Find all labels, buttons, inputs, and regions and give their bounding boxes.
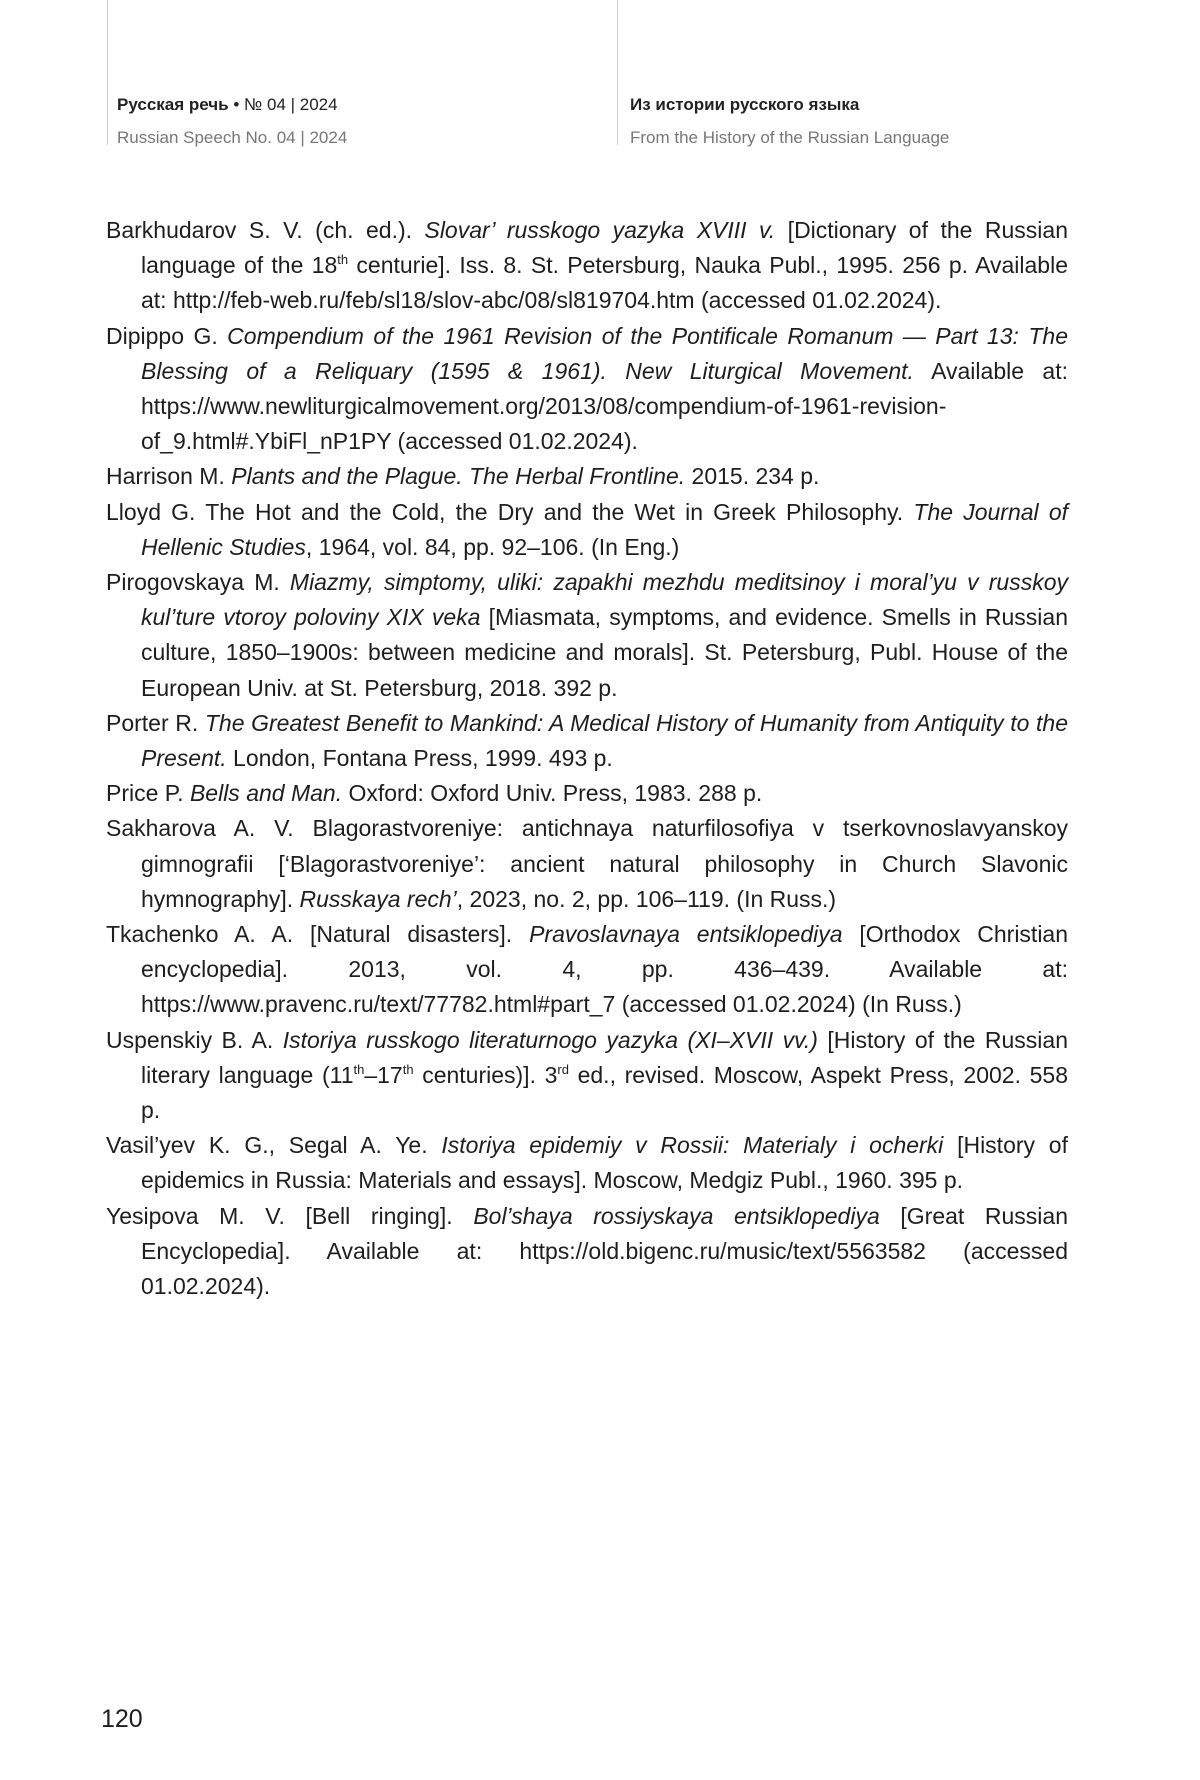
header-divider-right [617,0,618,145]
ref-author: Harrison M. [106,463,232,490]
ref-details: [History of epidemics in Russia: Materials and essays]. Moscow, Medgiz Publ., 1960. 395 p. [141,1132,1068,1194]
reference-entry [106,706,1068,776]
section-title-en: From the History of the Russian Language [630,128,950,147]
running-header-section [630,88,949,154]
reference-entry [106,1023,1068,1129]
reference-entry [106,811,1068,917]
ref-title: Bells and Man. [189,780,343,807]
ref-details: [Dictionary of the Russian language of the 18 [141,217,1068,279]
reference-entry [106,495,1068,565]
ref-author: Yesipova M. V. [Bell ringing]. [106,1202,474,1229]
ref-title: The Journal of Hellenic Studies [141,498,1069,560]
ref-details: [History of the Russian literary language (11 [141,1026,1069,1088]
ref-title: Istoriya russkogo literaturnogo yazyka (XI–XVII vv.) [282,1026,818,1053]
ref-author: Dipippo G. [106,322,228,349]
page-number: 120 [101,1705,143,1733]
ref-superscript: th [402,1061,414,1077]
ref-title: Miazmy, simptomy, uliki: zapakhi mezhdu meditsinoy i moral’yu v russkoy kul’ture vtoroy poloviny XIX veka [141,569,1068,631]
ref-title: The Greatest Benefit to Mankind: A Medical History of Humanity from Antiquity to the Present. [141,709,1068,772]
reference-entry [106,776,1068,811]
ref-superscript: th [337,252,349,268]
reference-entry [106,917,1068,1023]
ref-details: –17 [364,1061,403,1088]
ref-author: Vasil’yev K. G., Segal A. Ye. [106,1132,442,1159]
ref-author: Porter R. [106,709,205,736]
ref-title: Bol’shaya rossiyskaya entsiklopediya [473,1202,880,1229]
ref-author: Barkhudarov S. V. (ch. ed.). [106,217,425,243]
ref-author: Price P. [106,780,190,807]
section-title-line [630,88,949,121]
ref-details: ed., revised. Moscow, Aspekt Press, 2002. 558 p. [141,1061,1068,1124]
ref-details: centurie]. Iss. 8. St. Petersburg, Nauka Publ., 1995. 256 p. Available at: http://feb-web.ru/feb/sl18/slov-abc/08/sl819704.htm (accessed 01.02.2024). [141,252,1068,314]
ref-author: Pirogovskaya M. [106,569,290,596]
journal-name-en: Russian Speech No. 04 | 2024 [117,128,348,147]
reference-list [106,213,1068,1304]
reference-entry [106,213,1068,319]
ref-author: Tkachenko A. A. [Natural disasters]. [106,921,530,948]
ref-details: London, Fontana Press, 1999. 493 p. [226,745,613,772]
ref-author: Uspenskiy B. A. [106,1026,283,1053]
reference-entry [106,565,1068,706]
journal-name-ru: Русская речь [117,95,229,114]
reference-entry [106,1128,1068,1198]
reference-entry [106,319,1068,460]
journal-title-line [117,88,347,121]
ref-title: Istoriya epidemiy v Rossii: Materialy i ocherki [441,1132,944,1159]
reference-entry [106,459,1068,494]
ref-details: centuries)]. 3 [413,1061,558,1088]
journal-issue-ru: • № 04 | 2024 [228,95,338,114]
ref-superscript: rd [557,1061,569,1077]
ref-details: [Great Russian Encyclopedia]. Available at: https://old.bigenc.ru/music/text/5563582 (accessed 01.02.2024). [141,1202,1068,1300]
reference-entry [106,1199,1068,1305]
section-title-ru: Из истории русского языка [630,95,860,114]
ref-superscript: th [353,1061,365,1077]
ref-title: Pravoslavnaya entsiklopediya [529,921,843,948]
ref-details: , 1964, vol. 84, pp. 92–106. (In Eng.) [305,533,680,560]
ref-details: [Orthodox Christian encyclopedia]. 2013, vol. 4, pp. 436–439. Available at: https://www.pravenc.ru/text/77782.html#part_7 (accessed 01.02.2024) (In Russ.) [141,921,1069,1018]
running-header-journal [117,88,347,154]
ref-author: Lloyd G. The Hot and the Cold, the Dry and the Wet in Greek Philosophy. [106,498,914,525]
ref-details: [Miasmata, symptoms, and evidence. Smells in Russian culture, 1850–1900s: between medicine and morals]. St. Petersburg, Publ. House of the European Univ. at St. Petersburg, 2018. 392 p. [141,604,1068,701]
ref-title: Plants and the Plague. The Herbal Frontline. [231,463,686,490]
ref-details: 2015. 234 p. [685,463,820,490]
ref-details: , 2023, no. 2, pp. 106–119. (In Russ.) [456,885,837,912]
ref-details: Available at: https://www.newliturgicalmovement.org/2013/08/compendium-of-1961-revision-of_9.html#.YbiFl_nP1PY (accessed 01.02.2024). [141,357,1068,455]
ref-title: Russkaya rech’ [299,885,457,912]
ref-details: Oxford: Oxford Univ. Press, 1983. 288 p. [342,780,763,807]
ref-author: Sakharova A. V. Blagorastvoreniye: antichnaya naturfilosofiya v tserkovnoslavyanskoy gimnografii [‘Blagorastvoreniye’: ancient natural philosophy in Church Slavonic hymnography]. [106,815,1068,912]
ref-title: Compendium of the 1961 Revision of the Pontificale Romanum — Part 13: The Blessing of a Reliquary (1595 & 1961). New Liturgical Movement. [141,322,1068,384]
header-divider-left [107,0,108,145]
ref-title: Slovar’ russkogo yazyka XVIII v. [424,217,776,243]
